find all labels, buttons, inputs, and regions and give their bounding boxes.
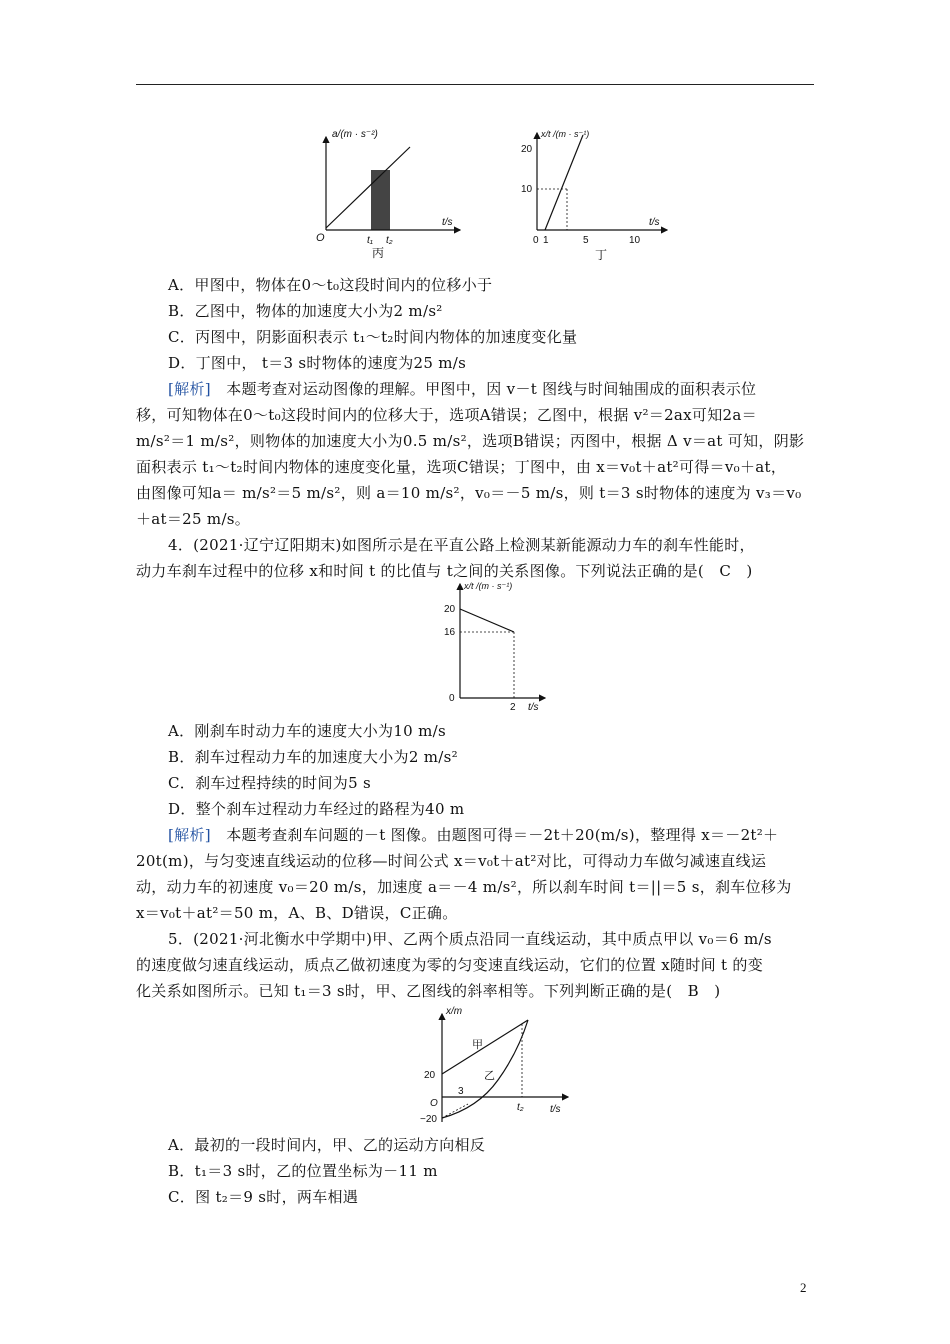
question-4: 动力车刹车过程中的位移 x和时间 t 的比值与 t之间的关系图像。下列说法正确的是( C ) [136,562,753,580]
analysis-line: 面积表示 t₁～t₂时间内物体的速度变化量，选项C错误；丁图中，由 x＝v₀t＋at²可得＝v₀＋at， [136,458,787,476]
figure-q4 [420,578,550,716]
analysis-line [168,379,814,399]
t2-label: t₂ [517,1102,524,1113]
label-jia: 甲 [472,1039,483,1051]
xt-line [545,135,583,230]
figure-caption: 丁 [595,248,608,262]
x-tick-10: 10 [629,235,641,246]
header-rule [136,84,814,85]
y-label: a/(m · s⁻²) [332,129,378,140]
y-label: x/t /(m · s⁻¹) [541,129,590,139]
figure-bing [312,125,472,265]
analysis-tag: [解析] [168,826,211,844]
shaded-area [371,170,390,230]
y-label: x/m [446,1006,463,1017]
page-number: 2 [800,1280,807,1295]
x-tick-1: 1 [543,235,549,246]
option-c: C．图 t₂＝9 s时，两车相遇 [168,1188,359,1206]
tangent-dashed [442,1104,468,1118]
option-c: C．刹车过程持续的时间为5 s [168,774,371,792]
option-b: B．t₁＝3 s时，乙的位置坐标为－11 m [168,1162,438,1180]
figure-q5 [418,1000,578,1130]
question-4: 4．(2021·辽宁辽阳期末)如图所示是在平直公路上检测某新能源动力车的刹车性能时， [168,536,755,554]
analysis-line: x＝v₀t＋at²＝50 m，A、B、D错误，C正确。 [136,904,458,922]
analysis-line: m/s²＝1 m/s²，则物体的加速度大小为0.5 m/s²，选项B错误；丙图中，根据 Δ v＝at 可知，阴影 [136,432,805,450]
origin-label: O [430,1098,438,1109]
analysis-text: 本题考查对运动图像的理解。甲图中，因 v－t 图线与时间轴围成的面积表示位 [210,380,757,398]
analysis-line [168,825,814,845]
y-tick-20: 20 [521,144,533,155]
origin-label: O [316,232,325,244]
x-label: t/s [649,217,660,228]
y-tick-20: 20 [444,604,456,615]
line-jia [442,1020,528,1074]
option-d: D．丁图中， t＝3 s时物体的速度为25 m/s [168,354,467,372]
analysis-tag: [解析] [168,380,211,398]
option-a: A．最初的一段时间内，甲、乙的运动方向相反 [168,1136,486,1154]
question-5: 5．(2021·河北衡水中学期中)甲、乙两个质点沿同一直线运动，其中质点甲以 v₀＝6 m/s [168,930,772,948]
option-c: C．丙图中，阴影面积表示 t₁～t₂时间内物体的加速度变化量 [168,328,578,346]
option-d: D．整个刹车过程动力车经过的路程为40 m [168,800,465,818]
y-tick-minus20: −20 [420,1114,437,1125]
x-label: t/s [442,217,453,228]
analysis-line: 20t(m)，与匀变速直线运动的位移—时间公式 x＝v₀t＋at²对比，可得动力车做匀减速直线运 [136,852,767,870]
option-b: B．刹车过程动力车的加速度大小为2 m/s² [168,748,458,766]
x-label: t/s [550,1104,561,1115]
option-a: A．刚刹车时动力车的速度大小为10 m/s [168,722,446,740]
option-b: B．乙图中，物体的加速度大小为2 m/s² [168,302,443,320]
label-yi: 乙 [484,1070,495,1082]
t1-label: t₁ [367,235,373,246]
x-label: t/s [528,702,539,713]
curve-yi [442,1020,528,1118]
x-tick-2: 2 [510,702,516,713]
y-tick-16: 16 [444,627,456,638]
analysis-line: 移，可知物体在0～t₀这段时间内的位移大于，选项A错误；乙图中，根据 v²＝2ax可知2a＝ [136,406,757,424]
option-a: A．甲图中，物体在0～t₀这段时间内的位移小于 [168,276,493,294]
y-label: x/t /(m · s⁻¹) [464,581,513,591]
xt-line [460,609,514,632]
analysis-text: 本题考查刹车问题的－t 图像。由题图可得＝－2t＋20(m/s)，整理得 x＝－2t²＋ [210,826,779,844]
y-tick-0: 0 [449,693,455,704]
x-tick-5: 5 [583,235,589,246]
t2-label: t₂ [386,235,393,246]
analysis-line: ＋at＝25 m/s。 [136,510,251,528]
a-t-line [326,147,410,228]
x-tick-3: 3 [458,1086,464,1097]
question-5: 化关系如图所示。已知 t₁＝3 s时，甲、乙图线的斜率相等。下列判断正确的是( B ) [136,982,721,1000]
x-tick-0: 0 [533,235,539,246]
analysis-line: 动，动力车的初速度 v₀＝20 m/s，加速度 a＝－4 m/s²，所以刹车时间 t＝||＝5 s，刹车位移为 [136,878,792,896]
figure-caption: 丙 [372,246,385,260]
figure-ding [515,125,675,265]
analysis-line: 由图像可知a＝ m/s²＝5 m/s²，则 a＝10 m/s²，v₀＝－5 m/s，则 t＝3 s时物体的速度为 v₃＝v₀ [136,484,802,502]
y-tick-10: 10 [521,184,533,195]
y-tick-20: 20 [424,1070,436,1081]
question-5: 的速度做匀速直线运动，质点乙做初速度为零的匀变速直线运动，它们的位置 x随时间 t 的变 [136,956,763,974]
